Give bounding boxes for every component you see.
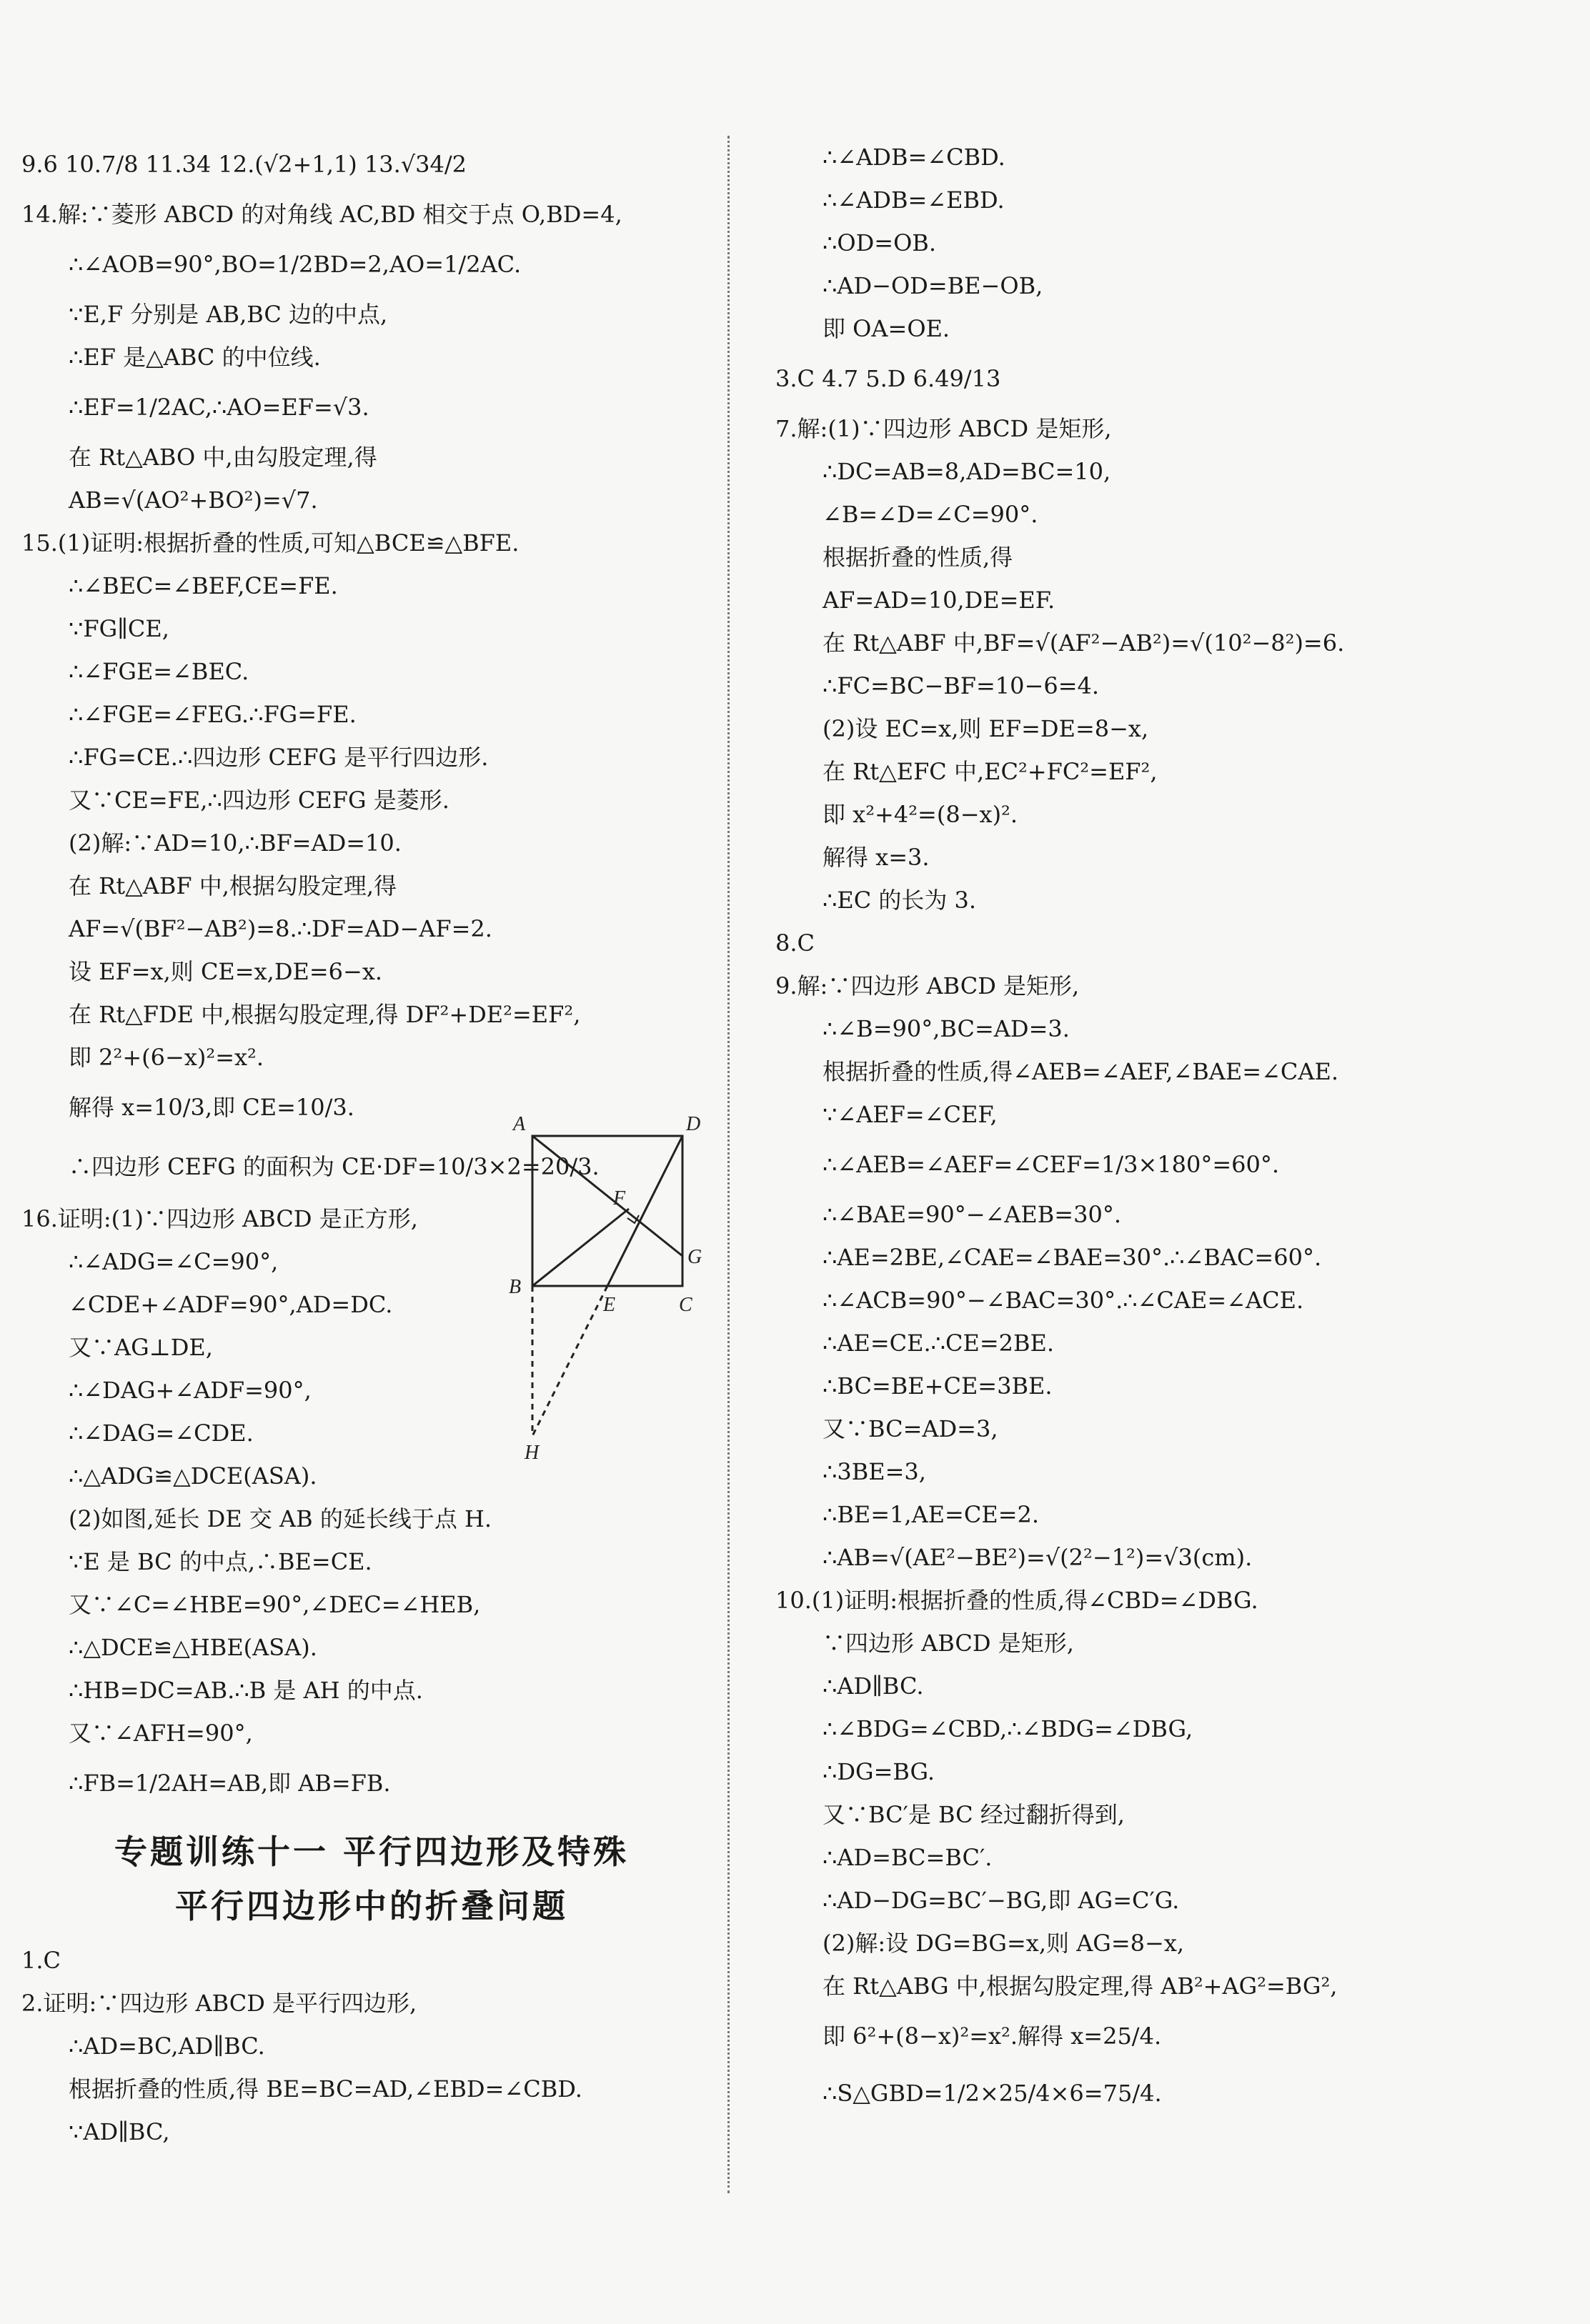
right-solution-line: (2)解:设 DG=BG=x,则 AG=8−x, (823, 1930, 1185, 1957)
left-solution-line: ∵E 是 BC 的中点,∴BE=CE. (69, 1548, 372, 1575)
left-solution-line: 15.(1)证明:根据折叠的性质,可知△BCE≌△BFE. (21, 529, 520, 557)
square-abcd (532, 1136, 682, 1286)
left-solution-line: 又∵CE=FE,∴四边形 CEFG 是菱形. (69, 787, 449, 814)
label-a: A (513, 1113, 526, 1135)
left-solution-line: ∴∠BEC=∠BEF,CE=FE. (69, 572, 338, 599)
right-solution-line: ∴AD−OD=BE−OB, (823, 272, 1043, 299)
right-column (775, 136, 1569, 2122)
left-solution-line: ∴HB=DC=AB.∴B 是 AH 的中点. (69, 1677, 423, 1704)
right-solution-line: 即 OA=OE. (823, 315, 950, 342)
right-solution-line: ∴OD=OB. (823, 229, 936, 256)
label-f: F (613, 1187, 626, 1210)
column-divider (727, 136, 730, 2193)
section-heading (21, 1825, 722, 1933)
left-solution-line: ∴∠AOB=90°,BO=1/2BD=2,AO=1/2AC. (69, 251, 522, 278)
left-solution-line: 在 Rt△ABO 中,由勾股定理,得 (69, 444, 377, 471)
left-solution-line: 1.C (21, 1947, 61, 1974)
right-solution-line: ∴DG=BG. (823, 1758, 935, 1785)
right-solution-line: 即 x²+4²=(8−x)². (823, 801, 1018, 828)
right-solution-line: AF=AD=10,DE=EF. (823, 587, 1055, 614)
left-solution-line: ∴FB=1/2AH=AB,即 AB=FB. (69, 1770, 391, 1797)
left-solutions-2 (21, 1939, 722, 2153)
label-d: D (686, 1113, 701, 1135)
left-solution-line: ∴EF 是△ABC 的中位线. (69, 344, 321, 371)
left-solution-line: ∴AD=BC,AD∥BC. (69, 2033, 265, 2060)
left-solution-line: ∴△ADG≌△DCE(ASA). (69, 1462, 317, 1490)
left-solution-line: AB=√(AO²+BO²)=√7. (69, 487, 318, 514)
right-solution-line: ∴∠B=90°,BC=AD=3. (823, 1015, 1070, 1042)
left-solution-line: ∵AD∥BC, (69, 2118, 170, 2145)
left-solution-line: 14.解:∵菱形 ABCD 的对角线 AC,BD 相交于点 O,BD=4, (21, 201, 622, 228)
left-solution-line: 又∵∠C=∠HBE=90°,∠DEC=∠HEB, (69, 1591, 481, 1618)
right-solution-line: ∴∠BDG=∠CBD,∴∠BDG=∠DBG, (823, 1715, 1193, 1742)
label-e: E (603, 1294, 616, 1316)
left-solution-line: 16.证明:(1)∵四边形 ABCD 是正方形, (21, 1205, 418, 1232)
right-solutions (775, 136, 1569, 2122)
right-solution-line: ∠B=∠D=∠C=90°. (823, 501, 1038, 528)
left-solution-line: 即 2²+(6−x)²=x². (69, 1044, 264, 1071)
heading-line-2: 平行四边形中的折叠问题 (175, 1887, 568, 1925)
left-solution-line: ∴△DCE≌△HBE(ASA). (69, 1634, 317, 1661)
left-solution-line: 2.证明:∵四边形 ABCD 是平行四边形, (21, 1990, 417, 2017)
left-solution-line: 又∵∠AFH=90°, (69, 1720, 253, 1747)
left-solution-line: ∴FG=CE.∴四边形 CEFG 是平行四边形. (69, 744, 489, 771)
right-solution-line: 10.(1)证明:根据折叠的性质,得∠CBD=∠DBG. (775, 1587, 1258, 1614)
left-solution-line: 又∵AG⊥DE, (69, 1334, 213, 1361)
right-solution-line: ∴S△GBD=1/2×25/4×6=75/4. (823, 2080, 1162, 2107)
left-solution-line: ∴∠DAG=∠CDE. (69, 1420, 254, 1447)
right-solution-line: ∴AD=BC=BC′. (823, 1844, 993, 1871)
right-solution-line: ∴AB=√(AE²−BE²)=√(2²−1²)=√3(cm). (823, 1544, 1253, 1571)
left-solution-line: ∴∠FGE=∠BEC. (69, 658, 249, 685)
left-solution-line: 根据折叠的性质,得 BE=BC=AD,∠EBD=∠CBD. (69, 2075, 582, 2103)
left-solution-line: 设 EF=x,则 CE=x,DE=6−x. (69, 958, 383, 985)
square-figure (500, 1107, 715, 1579)
right-solution-line: 根据折叠的性质,得 (823, 544, 1013, 571)
right-solution-line: ∴∠ADB=∠EBD. (823, 186, 1005, 214)
left-solution-line: ∴EF=1/2AC,∴AO=EF=√3. (69, 394, 369, 421)
left-solution-line: (2)如图,延长 DE 交 AB 的延长线于点 H. (69, 1505, 492, 1532)
right-solution-line: ∴AD−DG=BC′−BG,即 AG=C′G. (823, 1887, 1180, 1914)
line-eh (532, 1286, 607, 1436)
right-solution-line: ∴3BE=3, (823, 1458, 926, 1485)
right-solution-line: 根据折叠的性质,得∠AEB=∠AEF,∠BAE=∠CAE. (823, 1058, 1339, 1085)
right-solution-line: 在 Rt△ABG 中,根据勾股定理,得 AB²+AG²=BG², (823, 1973, 1338, 2000)
left-solution-line: 解得 x=10/3,即 CE=10/3. (69, 1094, 354, 1121)
left-solution-line: ∵FG∥CE, (69, 615, 169, 642)
right-solution-line: ∴AE=2BE,∠CAE=∠BAE=30°.∴∠BAC=60°. (823, 1244, 1322, 1271)
left-solution-line: 在 Rt△FDE 中,根据勾股定理,得 DF²+DE²=EF², (69, 1001, 581, 1028)
left-solution-line: 在 Rt△ABF 中,根据勾股定理,得 (69, 872, 397, 899)
label-c: C (679, 1294, 692, 1316)
left-solution-line: ∠CDE+∠ADF=90°,AD=DC. (69, 1291, 393, 1318)
left-solution-line: AF=√(BF²−AB²)=8.∴DF=AD−AF=2. (69, 915, 492, 942)
right-solution-line: ∴BC=BE+CE=3BE. (823, 1372, 1053, 1400)
left-solution-line: ∴四边形 CEFG 的面积为 CE·DF=10/3×2=20/3. (69, 1153, 600, 1180)
label-b: B (509, 1276, 522, 1298)
right-solution-line: ∴EC 的长为 3. (823, 887, 977, 914)
left-solution-line: ∴∠ADG=∠C=90°, (69, 1248, 279, 1275)
right-solution-line: 在 Rt△ABF 中,BF=√(AF²−AB²)=√(10²−8²)=6. (823, 629, 1345, 657)
label-h: H (525, 1442, 540, 1464)
right-solution-line: ∴∠ADB=∠CBD. (823, 144, 1005, 171)
right-solution-line: 即 6²+(8−x)²=x².解得 x=25/4. (823, 2023, 1162, 2050)
right-solution-line: 3.C 4.7 5.D 6.49/13 (775, 365, 1001, 392)
right-solution-line: ∴∠AEB=∠AEF=∠CEF=1/3×180°=60°. (823, 1151, 1280, 1178)
left-solution-line: ∴∠FGE=∠FEG.∴FG=FE. (69, 701, 357, 728)
right-solution-line: ∴∠BAE=90°−∠AEB=30°. (823, 1201, 1121, 1228)
line-ag (532, 1136, 682, 1256)
right-solution-line: (2)设 EC=x,则 EF=DE=8−x, (823, 715, 1149, 742)
right-solution-line: ∴FC=BC−BF=10−6=4. (823, 672, 1100, 699)
right-solution-line: ∵∠AEF=∠CEF, (823, 1101, 998, 1128)
line-de (607, 1136, 682, 1286)
right-solution-line: 在 Rt△EFC 中,EC²+FC²=EF², (823, 758, 1158, 785)
right-solution-line: 8.C (775, 929, 815, 957)
right-solution-line: 又∵BC′是 BC 经过翻折得到, (823, 1801, 1125, 1828)
label-g: G (687, 1246, 702, 1268)
right-solution-line: 解得 x=3. (823, 844, 930, 871)
right-solution-line: 9.解:∵四边形 ABCD 是矩形, (775, 972, 1080, 999)
right-solution-line: ∴∠ACB=90°−∠BAC=30°.∴∠CAE=∠ACE. (823, 1287, 1304, 1314)
left-solution-line: ∵E,F 分别是 AB,BC 边的中点, (69, 301, 388, 328)
right-solution-line: ∴BE=1,AE=CE=2. (823, 1501, 1040, 1528)
right-solution-line: 7.解:(1)∵四边形 ABCD 是矩形, (775, 415, 1112, 442)
right-solution-line: ∴DC=AB=8,AD=BC=10, (823, 458, 1111, 485)
left-solution-line: ∴∠DAG+∠ADF=90°, (69, 1377, 312, 1404)
left-solution-line: (2)解:∵AD=10,∴BF=AD=10. (69, 829, 402, 857)
right-solution-line: 又∵BC=AD=3, (823, 1415, 998, 1442)
heading-line-1: 专题训练十一 平行四边形及特殊 (114, 1832, 629, 1871)
left-solution-line: 9.6 10.7/8 11.34 12.(√2+1,1) 13.√34/2 (21, 151, 467, 178)
right-solution-line: ∴AE=CE.∴CE=2BE. (823, 1330, 1055, 1357)
right-solution-line: ∴AD∥BC. (823, 1672, 924, 1700)
right-solution-line: ∵四边形 ABCD 是矩形, (823, 1630, 1074, 1657)
